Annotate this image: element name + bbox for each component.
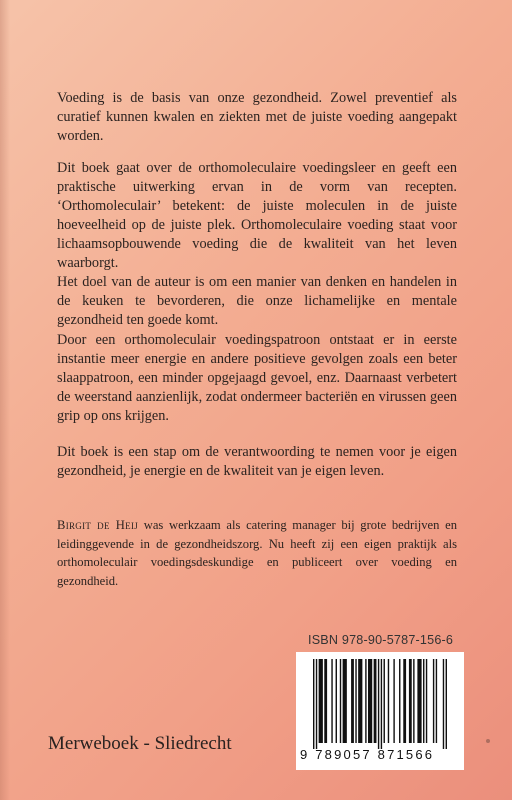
barcode-bar [316,659,317,749]
barcode-bar [426,659,427,743]
author-bio [57,516,457,590]
author-bio-text: was werkzaam als catering manager bij grote bedrijven en leidinggevende in de gezondheidszorg. Nu heeft zij een eigen praktijk als orthomoleculair voedingsdeskundige en publiceert over voeding en gezondheid. [57,518,457,588]
barcode-bar [403,659,406,743]
paragraph-responsibility: Dit boek is een stap om de verantwoording te nemen voor je eigen gezondheid, je energie en de kwaliteit van je eigen leven. [57,444,457,479]
barcode-bar [417,659,421,743]
paragraph-benefits: Door een orthomoleculair voedingspatroon ontstaat er in eerste instantie meer energie en andere positieve gevolgen zoals een beter slaappatroon, een minder opgejaagd gevoel, enz. Daarnaast verbetert de weerstand aanzienlijk, zodat ondermeer bacteriën en virussen geen grip op ons krijgen. [57,332,457,424]
barcode-bar [393,659,394,743]
barcode-bar [413,659,414,743]
paragraph-intro: Voeding is de basis van onze gezondheid. Zowel preventief als curatief kunnen kwalen en ziekten met de juiste voeding aangepakt worden. [57,90,457,144]
barcode-bar [313,659,314,749]
barcode-bar [331,659,332,743]
publisher-name: Merweboek - Sliedrecht [48,733,232,754]
barcode-bar [433,659,434,743]
barcode-bar [351,659,354,743]
paragraph-book-topic: Dit boek gaat over de orthomoleculaire voedingsleer en geeft een praktische uitwerking ervan in de vorm van recepten. ‘Orthomoleculair’ betekent: de juiste moleculen in de juiste hoeveelheid op de juiste plek. Orthomoleculaire voeding staat voor lichaamsopbouwende voeding die de kwaliteit van het leven waarborgt. [57,160,457,271]
isbn-label: ISBN 978-90-5787-156-6 [308,633,454,647]
barcode-bar [423,659,424,743]
barcode-bar [343,659,347,743]
barcode-bar [340,659,341,743]
paragraph-author-goal: Het doel van de auteur is om een manier van denken en handelen in de keuken te bevorderen, die onze lichamelijke en mentale gezondheid ten goede komt. [57,274,457,328]
barcode-digits: 9 789057 871566 [300,747,435,762]
barcode-bar [358,659,362,743]
print-dot [486,739,490,743]
barcode-bar [443,659,444,749]
barcode-bar [336,659,337,743]
barcode-bar [355,659,356,743]
barcode-bar [378,659,379,749]
barcode-bar [365,659,366,743]
barcode-bar [319,659,323,743]
barcode-bar [446,659,447,749]
barcode-bar [399,659,400,743]
barcode-bar [384,659,385,743]
barcode [296,652,464,770]
barcode-bars [313,659,447,749]
barcode-bar [409,659,412,743]
spine-shadow [0,0,10,800]
barcode-bar [381,659,382,749]
barcode-bar [436,659,437,743]
author-name: Birgit de Heij [57,518,139,532]
barcode-bar [374,659,377,743]
barcode-bar [324,659,327,743]
barcode-bar [368,659,372,743]
barcode-bar [388,659,389,743]
